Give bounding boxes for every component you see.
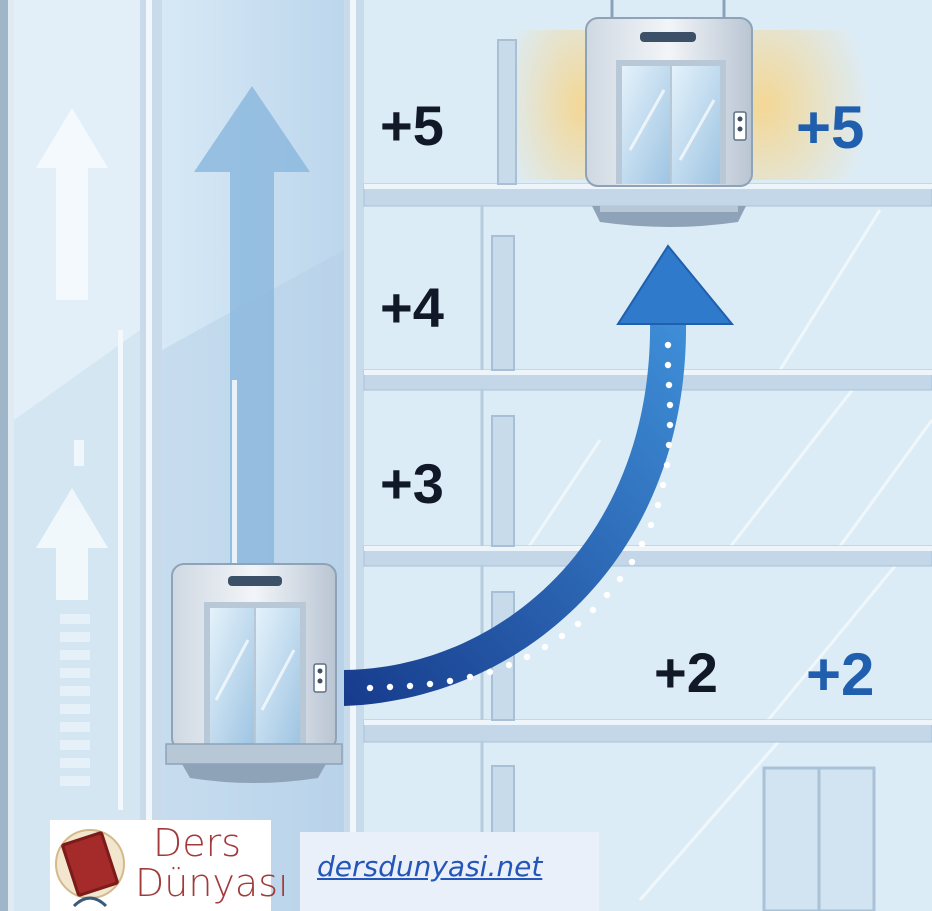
logo-text-line2: Dünyası: [135, 861, 289, 905]
floor-label-3: +3: [380, 452, 444, 515]
elevator-cabin-bottom: [166, 564, 342, 783]
floor-side-label-2: +2: [806, 641, 875, 708]
floor-label-5: +5: [380, 94, 444, 157]
floor-label-4: +4: [380, 276, 444, 339]
brand-logo: [50, 820, 289, 911]
logo-text-line1: Ders: [153, 821, 242, 865]
website-box: [300, 832, 599, 911]
website-link[interactable]: dersdunyasi.net: [317, 850, 543, 883]
floor-side-label-5: +5: [796, 94, 865, 161]
floor-label-2: +2: [654, 641, 718, 704]
